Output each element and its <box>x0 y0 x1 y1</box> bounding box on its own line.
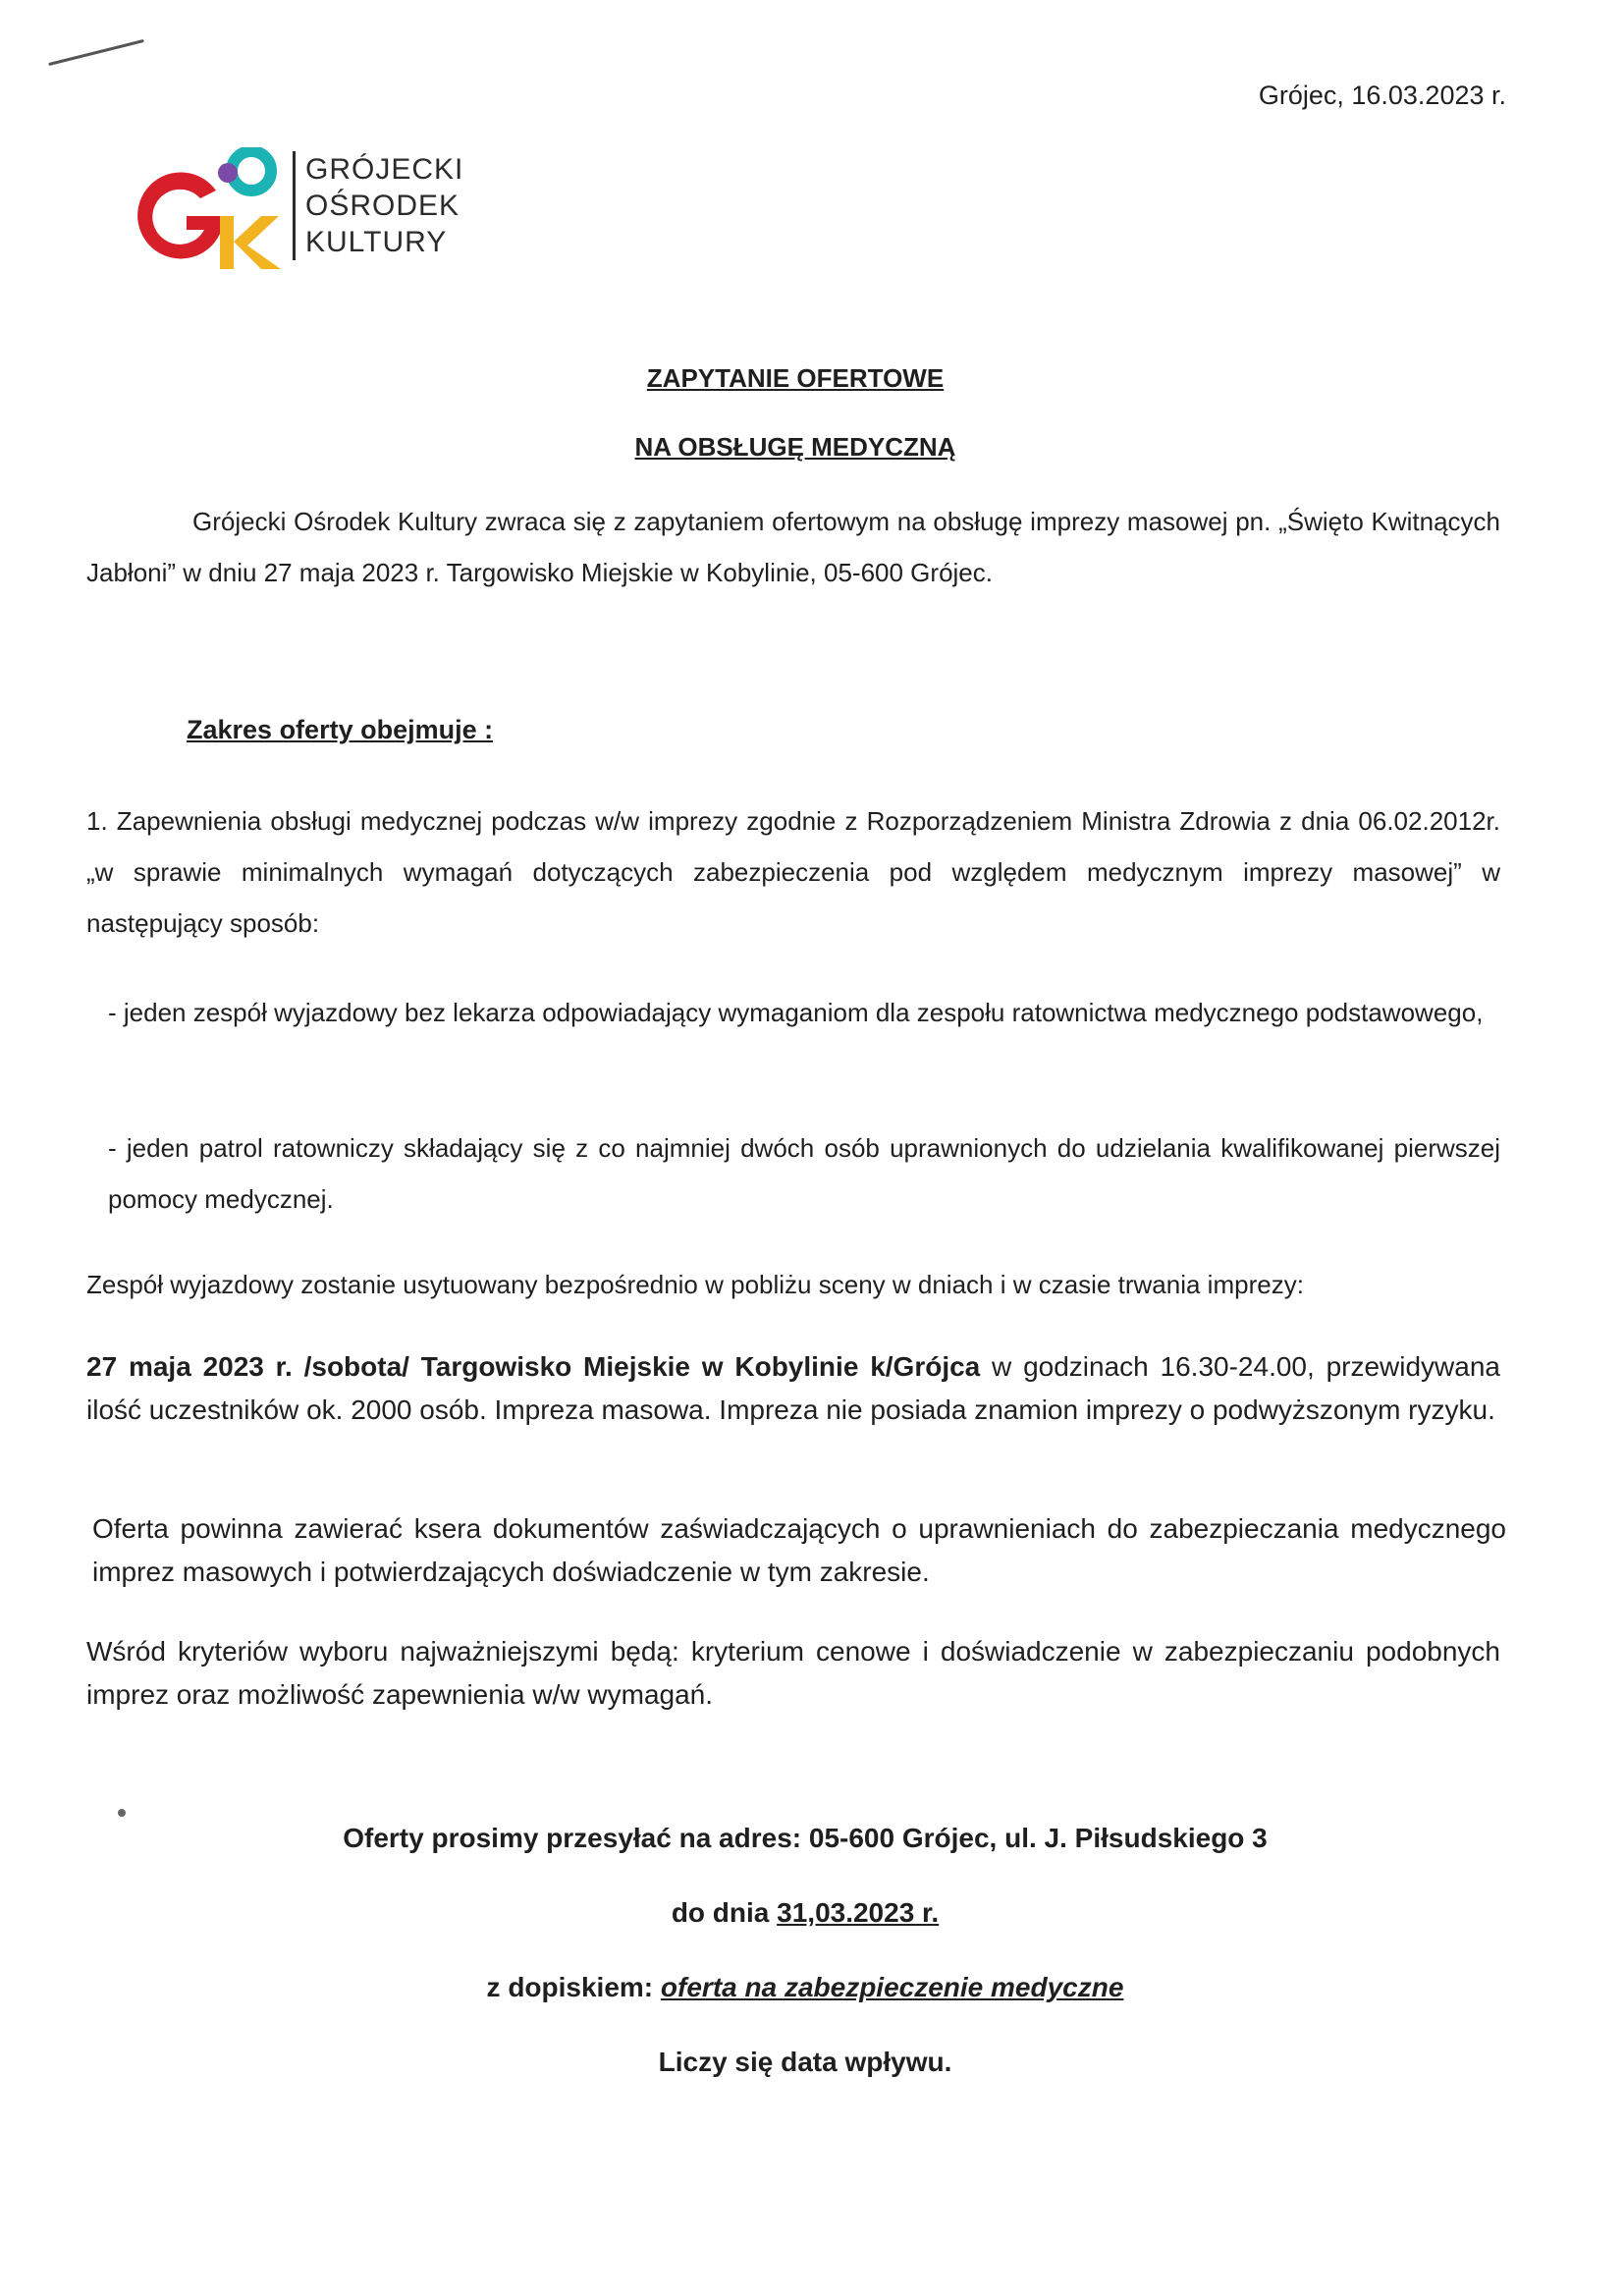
criteria-paragraph: Wśród kryteriów wyboru najważniejszymi będą: kryterium cenowe i doświadczenie w zabezpieczaniu podobnych imprez oraz możliwość zapewnienia w/w wymagań. <box>86 1636 1500 1710</box>
intro-paragraph: Grójecki Ośrodek Kultury zwraca się z zapytaniem ofertowym na obsługę imprezy masowej pn. „Święto Kwitnących Jabłoni” w dniu 27 maja 2023 r. Targowisko Miejskie w Kobylinie, 05-600 Grójec. <box>86 507 1500 587</box>
logo-line-1: GRÓJECKI <box>305 153 464 186</box>
gok-logo-mark <box>126 147 293 275</box>
closing-line: Liczy się data wpływu. <box>658 2047 952 2077</box>
location-paragraph: Zespół wyjazdowy zostanie usytuowany bezpośrednio w pobliżu sceny w dniach i w czasie trwania imprezy: <box>86 1270 1304 1299</box>
note-prefix: z dopiskiem: <box>486 1972 661 2002</box>
event-date-place: 27 maja 2023 r. /sobota/ Targowisko Miejskie w Kobylinie k/Grójca <box>86 1351 981 1382</box>
submission-deadline <box>0 1897 1610 1929</box>
document-date: Grójec, 16.03.2023 r. <box>1258 81 1506 110</box>
deadline-prefix: do dnia <box>671 1897 778 1928</box>
submission-note <box>0 1972 1610 2003</box>
scope-heading: Zakres oferty obejmuje : <box>187 715 494 744</box>
submission-address: Oferty prosimy przesyłać na adres: 05-600 Grójec, ul. J. Piłsudskiego 3 <box>343 1823 1268 1853</box>
documents-paragraph: Oferta powinna zawierać ksera dokumentów zaświadczających o uprawnieniach do zabezpieczania medycznego imprez masowych i potwierdzających doświadczenie w tym zakresie. <box>92 1513 1506 1587</box>
logo-line-2: OŚRODEK <box>305 190 460 222</box>
logo-wordmark <box>293 151 463 260</box>
event-paragraph <box>86 1345 1500 1432</box>
scope-bullet-2: - jeden patrol ratowniczy składający się z co najmniej dwóch osób uprawnionych do udzielania kwalifikowanej pierwszej pomocy medycznej. <box>108 1133 1500 1214</box>
scope-bullet-1: - jeden zespół wyjazdowy bez lekarza odpowiadający wymaganiom dla zespołu ratownictwa medycznego podstawowego, <box>108 998 1484 1027</box>
scope-item-1: 1. Zapewnienia obsługi medycznej podczas w/w imprezy zgodnie z Rozporządzeniem Ministra Zdrowia z dnia 06.02.2012r. „w sprawie minimalnych wymagań dotyczących zabezpieczenia pod względem medycznym imprezy masowej” w następujący sposób: <box>86 806 1500 938</box>
scan-pen-mark <box>48 39 144 66</box>
gok-logo <box>126 147 479 275</box>
scan-speck <box>118 1809 126 1817</box>
note-text: oferta na zabezpieczenie medyczne <box>660 1972 1124 2002</box>
logo-line-3: KULTURY <box>305 226 448 258</box>
document-subtitle: NA OBSŁUGĘ MEDYCZNĄ <box>634 432 956 462</box>
document-title: ZAPYTANIE OFERTOWE <box>646 363 945 393</box>
deadline-date: 31,03.2023 r. <box>777 1897 940 1928</box>
event-details: w godzinach 16.30-24.00, przewidywana ilość uczestników ok. 2000 osób. Impreza masowa. Impreza nie posiada znamion imprezy o podwyższonym ryzyku. <box>86 1351 1500 1425</box>
